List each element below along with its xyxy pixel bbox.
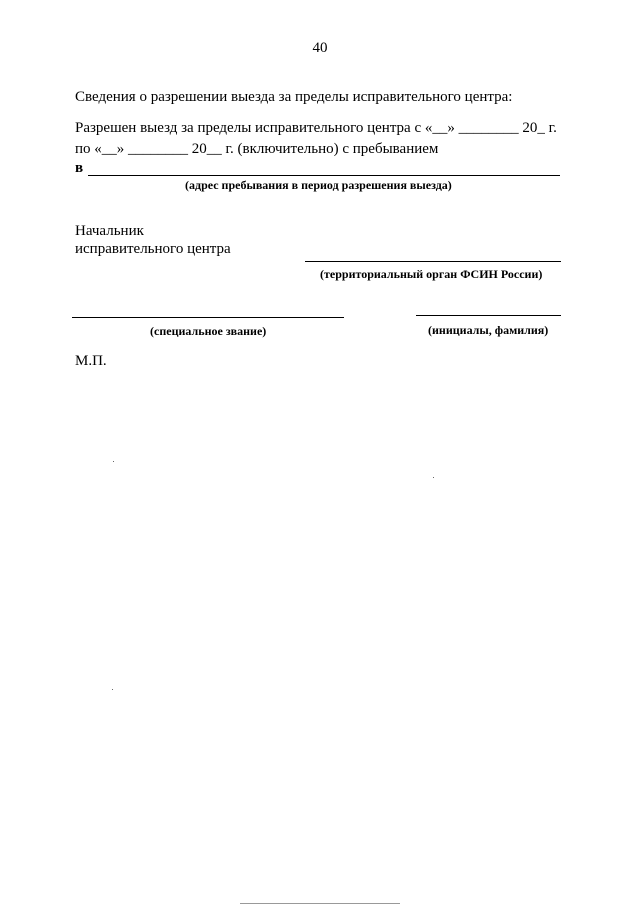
scan-speck — [112, 689, 113, 690]
signer-title-line-2: исправительного центра — [75, 241, 231, 257]
permission-line-1: Разрешен выезд за пределы исправительного центра с «__» ________ 20_ г. — [75, 120, 557, 136]
name-caption: (инициалы, фамилия) — [428, 323, 549, 337]
scan-speck — [113, 461, 114, 462]
stamp-label: М.П. — [75, 353, 107, 369]
rank-field-line — [72, 317, 344, 318]
address-prefix: в — [75, 160, 84, 176]
signer-title-line-1: Начальник — [75, 223, 144, 239]
page-bottom-edge — [240, 903, 400, 904]
address-caption: (адрес пребывания в период разрешения выезда) — [185, 178, 452, 192]
page-number: 40 — [312, 40, 328, 56]
authority-caption: (территориальный орган ФСИН России) — [320, 267, 543, 281]
authority-field-line — [305, 261, 561, 262]
address-field-line — [88, 175, 560, 176]
name-field-line — [416, 315, 561, 316]
rank-caption: (специальное звание) — [150, 324, 267, 338]
scan-speck — [433, 477, 434, 478]
permission-line-2: по «__» ________ 20__ г. (включительно) с пребыванием — [75, 141, 439, 157]
section-heading: Сведения о разрешении выезда за пределы исправительного центра: — [75, 89, 513, 105]
